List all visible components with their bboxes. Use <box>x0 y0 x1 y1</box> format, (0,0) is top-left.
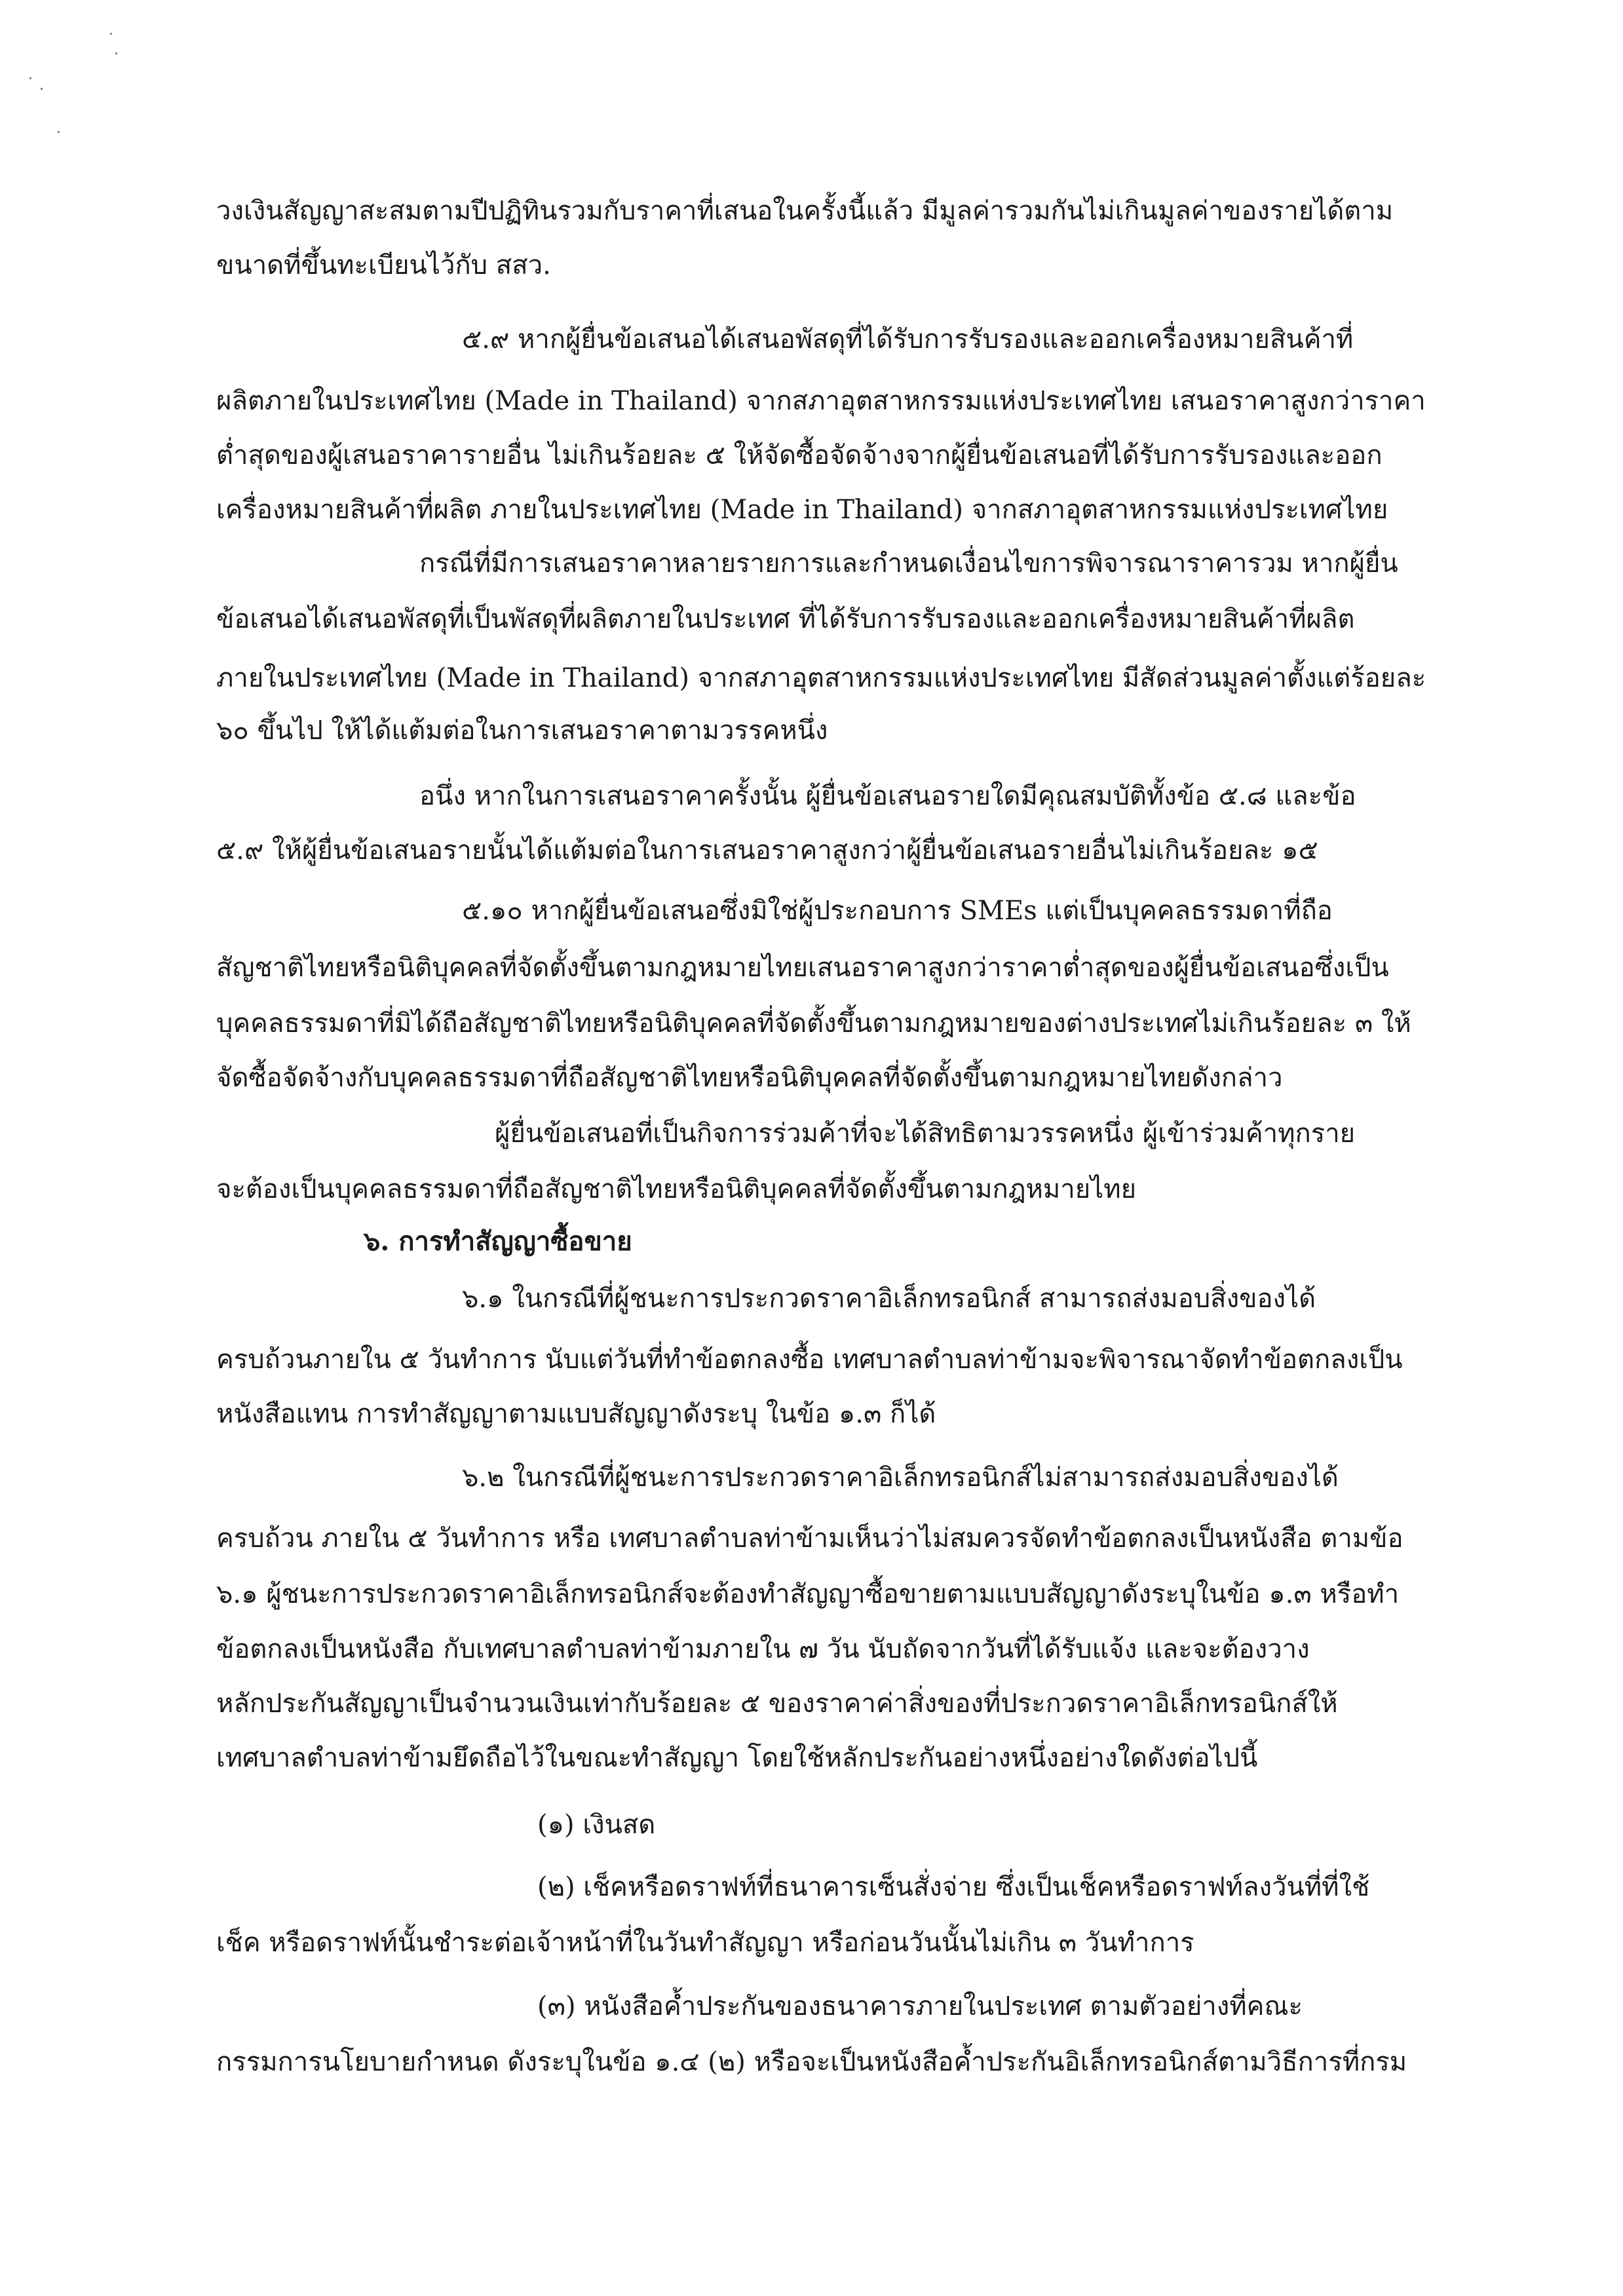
text-line: เทศบาลตำบลท่าข้ามยึดถือไว้ในขณะทำสัญญา โดยใช้หลักประกันอย่างหนึ่งอย่างใดดังต่อไปนี้ <box>216 1743 1258 1773</box>
list-item-1: (๑) เงินสด <box>537 1810 656 1840</box>
text-line: หนังสือแทน การทำสัญญาตามแบบสัญญาดังระบุ ในข้อ ๑.๓ ก็ได้ <box>216 1399 936 1429</box>
text-line: ผลิตภายในประเทศไทย (Made in Thailand) จากสภาอุตสาหกรรมแห่งประเทศไทย เสนอราคาสูงกว่าราคา <box>216 386 1426 416</box>
section-6-heading: ๖. การทำสัญญาซื้อขาย <box>364 1226 632 1257</box>
text-line: จะต้องเป็นบุคคลธรรมดาที่ถือสัญชาติไทยหรือนิติบุคคลที่จัดตั้งขึ้นตามกฎหมายไทย <box>216 1174 1137 1204</box>
text-line: ข้อเสนอได้เสนอพัสดุที่เป็นพัสดุที่ผลิตภายในประเทศ ที่ได้รับการรับรองและออกเครื่องหมายสินค้าที่ผลิต <box>216 604 1355 634</box>
text-line: สัญชาติไทยหรือนิติบุคคลที่จัดตั้งขึ้นตามกฎหมายไทยเสนอราคาสูงกว่าราคาต่ำสุดของผู้ยื่นข้อเสนอซึ่งเป็น <box>216 953 1389 983</box>
text-line: ๖๐ ขึ้นไป ให้ได้แต้มต่อในการเสนอราคาตามวรรคหนึ่ง <box>216 716 828 746</box>
text-line: เช็ค หรือดราฟท์นั้นชำระต่อเจ้าหน้าที่ในวันทำสัญญา หรือก่อนวันนั้นไม่เกิน ๓ วันทำการ <box>216 1928 1194 1958</box>
text-line: บุคคลธรรมดาที่มิได้ถือสัญชาติไทยหรือนิติบุคคลที่จัดตั้งขึ้นตามกฎหมายของต่างประเทศไม่เกินร้อยละ ๓ ให้ <box>216 1008 1411 1039</box>
text-line: ผู้ยื่นข้อเสนอที่เป็นกิจการร่วมค้าที่จะได้สิทธิตามวรรคหนึ่ง ผู้เข้าร่วมค้าทุกราย <box>495 1119 1356 1149</box>
text-line: กรรมการนโยบายกำหนด ดังระบุในข้อ ๑.๔ (๒) หรือจะเป็นหนังสือค้ำประกันอิเล็กทรอนิกส์ตามวิธีการที่กรม <box>216 2047 1407 2077</box>
scan-speck <box>110 33 112 35</box>
text-line: ๖.๑ ผู้ชนะการประกวดราคาอิเล็กทรอนิกส์จะต้องทำสัญญาซื้อขายตามแบบสัญญาดังระบุในข้อ ๑.๓ หรือทำ <box>216 1579 1400 1609</box>
scan-speck <box>58 131 60 133</box>
text-line: จัดซื้อจัดจ้างกับบุคคลธรรมดาที่ถือสัญชาติไทยหรือนิติบุคคลที่จัดตั้งขึ้นตามกฎหมายไทยดังกล่าว <box>216 1063 1283 1093</box>
text-line: ๕.๙ ให้ผู้ยื่นข้อเสนอรายนั้นได้แต้มต่อในการเสนอราคาสูงกว่าผู้ยื่นข้อเสนอรายอื่นไม่เกินร้อยละ ๑๕ <box>216 835 1318 866</box>
text-line: หลักประกันสัญญาเป็นจำนวนเงินเท่ากับร้อยละ ๕ ของราคาค่าสิ่งของที่ประกวดราคาอิเล็กทรอนิกส์ให้ <box>216 1689 1338 1719</box>
clause-5-9: ๕.๙ หากผู้ยื่นข้อเสนอได้เสนอพัสดุที่ได้รับการรับรองและออกเครื่องหมายสินค้าที่ <box>462 324 1354 354</box>
text-line: กรณีที่มีการเสนอราคาหลายรายการและกำหนดเงื่อนไขการพิจารณาราคารวม หากผู้ยื่น <box>419 548 1398 579</box>
text-line: ครบถ้วน ภายใน ๕ วันทำการ หรือ เทศบาลตำบลท่าข้ามเห็นว่าไม่สมควรจัดทำข้อตกลงเป็นหนังสือ ตามข้อ <box>216 1523 1403 1554</box>
list-item-3: (๓) หนังสือค้ำประกันของธนาคารภายในประเทศ ตามตัวอย่างที่คณะ <box>537 1991 1303 2021</box>
text-line: ครบถ้วนภายใน ๕ วันทำการ นับแต่วันที่ทำข้อตกลงซื้อ เทศบาลตำบลท่าข้ามจะพิจารณาจัดทำข้อตกลงเป็น <box>216 1345 1403 1375</box>
scan-speck <box>115 52 117 54</box>
text-line: ภายในประเทศไทย (Made in Thailand) จากสภาอุตสาหกรรมแห่งประเทศไทย มีสัดส่วนมูลค่าตั้งแต่ร้อยละ <box>216 663 1426 693</box>
scan-speck <box>29 77 31 79</box>
text-line: ข้อตกลงเป็นหนังสือ กับเทศบาลตำบลท่าข้ามภายใน ๗ วัน นับถัดจากวันที่ได้รับแจ้ง และจะต้องวาง <box>216 1634 1310 1664</box>
clause-5-10: ๕.๑๐ หากผู้ยื่นข้อเสนอซึ่งมิใช่ผู้ประกอบการ SMEs แต่เป็นบุคคลธรรมดาที่ถือ <box>462 896 1333 926</box>
scan-speck <box>41 88 43 90</box>
text-line: ขนาดที่ขึ้นทะเบียนไว้กับ สสว. <box>216 250 551 280</box>
clause-6-2: ๖.๒ ในกรณีที่ผู้ชนะการประกวดราคาอิเล็กทรอนิกส์ไม่สามารถส่งมอบสิ่งของได้ <box>462 1463 1339 1493</box>
text-line: วงเงินสัญญาสะสมตามปีปฏิทินรวมกับราคาที่เสนอในครั้งนี้แล้ว มีมูลค่ารวมกันไม่เกินมูลค่าของรายได้ตาม <box>216 196 1394 226</box>
text-line: อนึ่ง หากในการเสนอราคาครั้งนั้น ผู้ยื่นข้อเสนอรายใดมีคุณสมบัติทั้งข้อ ๕.๘ และข้อ <box>419 781 1356 811</box>
text-line: ต่ำสุดของผู้เสนอราคารายอื่น ไม่เกินร้อยละ ๕ ให้จัดซื้อจัดจ้างจากผู้ยื่นข้อเสนอที่ได้รับการรับรองและออก <box>216 440 1383 470</box>
text-line: เครื่องหมายสินค้าที่ผลิต ภายในประเทศไทย (Made in Thailand) จากสภาอุตสาหกรรมแห่งประเทศไทย <box>216 495 1388 525</box>
list-item-2: (๒) เช็คหรือดราฟท์ที่ธนาคารเซ็นสั่งจ่าย ซึ่งเป็นเช็คหรือดราฟท์ลงวันที่ที่ใช้ <box>537 1872 1370 1902</box>
clause-6-1: ๖.๑ ในกรณีที่ผู้ชนะการประกวดราคาอิเล็กทรอนิกส์ สามารถส่งมอบสิ่งของได้ <box>462 1284 1316 1314</box>
